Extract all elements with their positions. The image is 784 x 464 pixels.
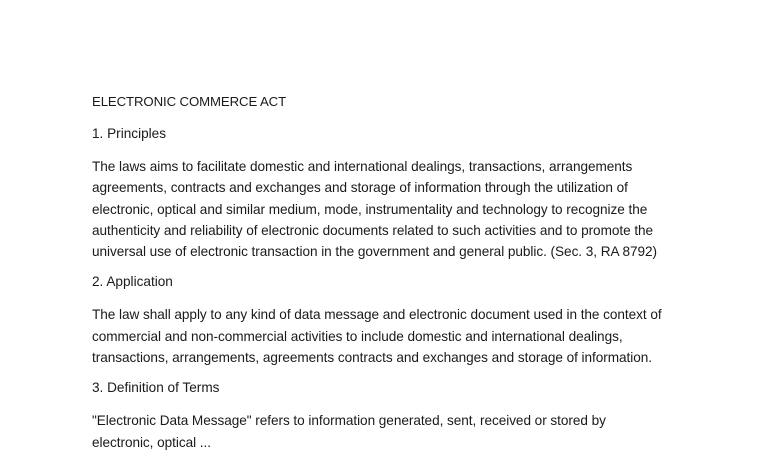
paragraph-line: electronic, optical ... xyxy=(92,434,211,450)
paragraph-line: electronic, optical and similar medium, mode, instrumentality and technology to recognize the xyxy=(92,201,648,217)
paragraph-line: transactions, arrangements, agreements contracts and exchanges and storage of information. xyxy=(92,350,652,366)
section-heading-definition-of-terms: 3. Definition of Terms xyxy=(92,380,220,396)
paragraph-line: authenticity and reliability of electronic documents related to such activities and to promote the xyxy=(92,222,654,238)
document-title: ELECTRONIC COMMERCE ACT xyxy=(92,94,287,109)
section-heading-application: 2. Application xyxy=(92,274,173,290)
paragraph-line: "Electronic Data Message" refers to information generated, sent, received or stored by xyxy=(92,413,606,429)
document-body xyxy=(92,93,692,464)
paragraph-line: commercial and non-commercial activities to include domestic and international dealings, xyxy=(92,328,623,344)
paragraph-line: agreements, contracts and exchanges and storage of information through the utilization of xyxy=(92,180,628,196)
section-heading-principles: 1. Principles xyxy=(92,126,167,141)
paragraph-line: The law shall apply to any kind of data message and electronic document used in the context of xyxy=(92,307,662,323)
paragraph-line: The laws aims to facilitate domestic and international dealings, transactions, arrangements xyxy=(92,159,633,174)
section-paragraph-principles xyxy=(92,156,692,262)
paragraph-line: universal use of electronic transaction in the government and general public. (Sec. 3, RA 8792) xyxy=(92,244,658,260)
section-paragraph-application xyxy=(92,304,692,368)
section-paragraph-definition-of-terms xyxy=(92,410,692,453)
